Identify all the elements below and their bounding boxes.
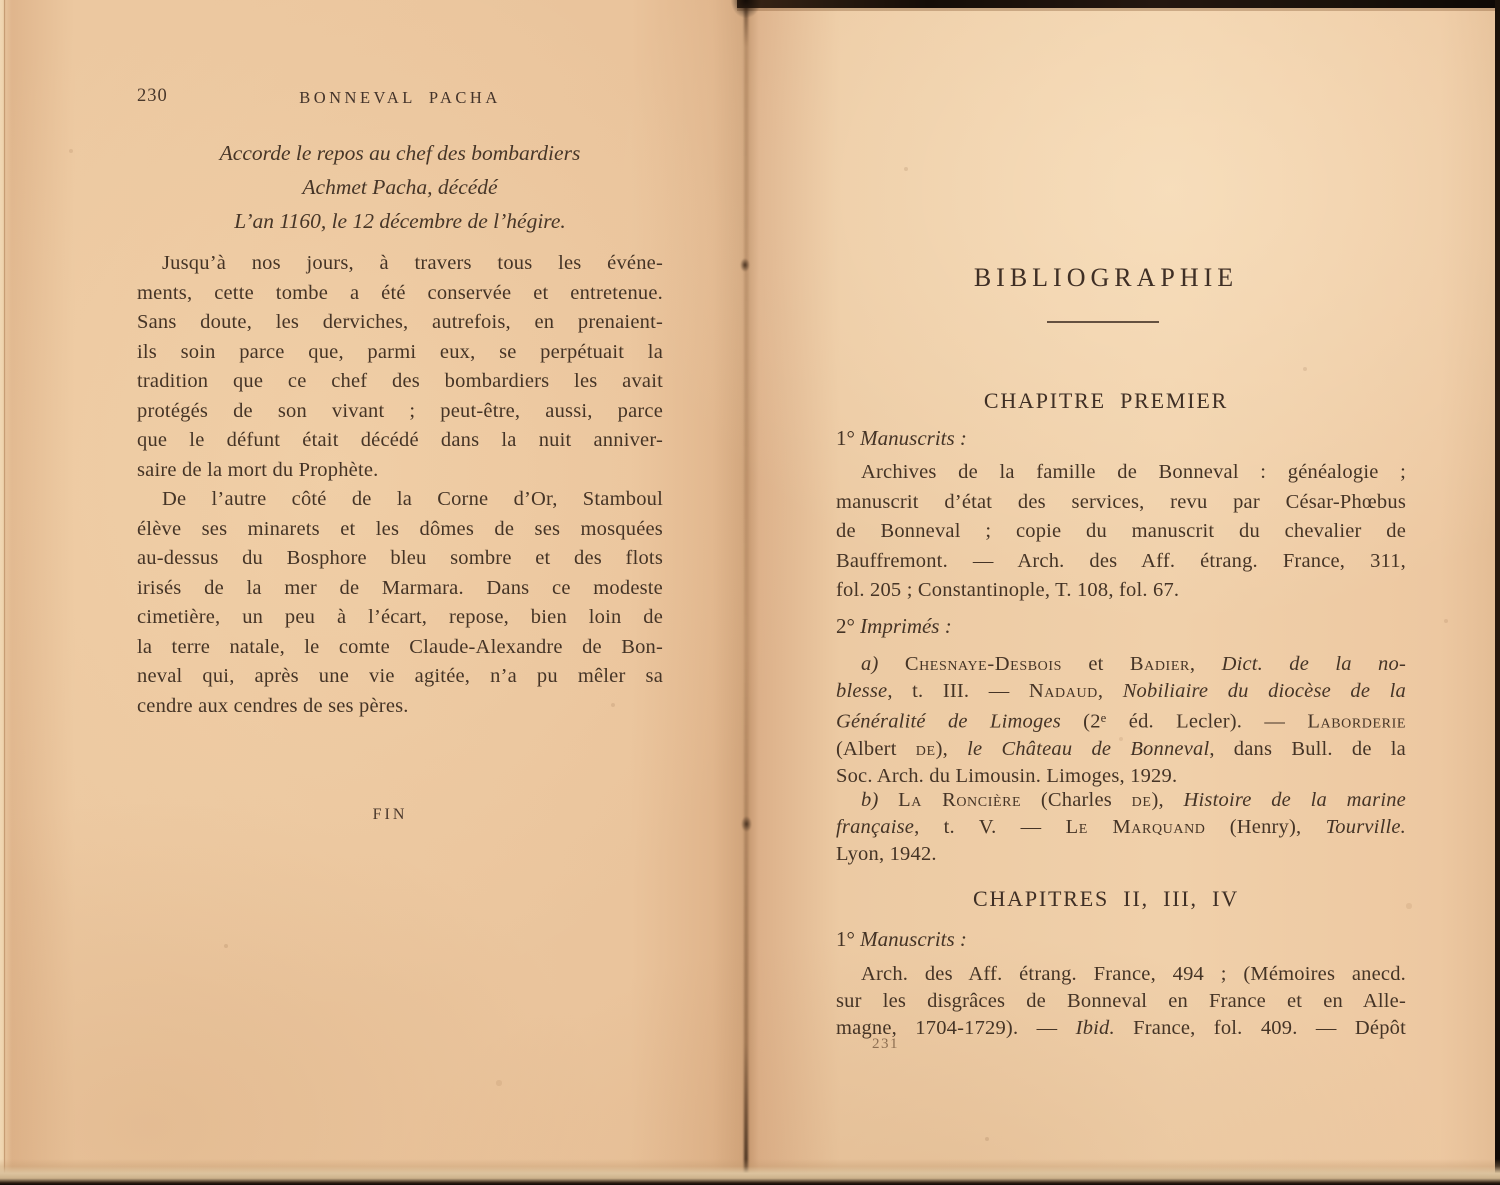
text-segment: 1° bbox=[836, 426, 861, 450]
book-gutter-crease bbox=[744, 0, 748, 1185]
text-segment: ), bbox=[1151, 789, 1184, 811]
text-segment: Histoire de la marine bbox=[1183, 789, 1406, 811]
section-label-manuscrits-1 bbox=[836, 426, 1406, 451]
text-segment: Laborderie bbox=[1307, 710, 1406, 733]
text-line: fol. 205 ; Constantinople, T. 108, fol. 67. bbox=[836, 579, 1180, 601]
text-segment: Chesnaye-Desbois bbox=[904, 653, 1062, 675]
fin-label: FIN bbox=[372, 806, 408, 823]
text-line: manuscrit d’état des services, revu par César-Phœbus bbox=[836, 490, 1406, 513]
book-right-edge bbox=[1495, 0, 1500, 1185]
text-segment: le Château de Bonneval bbox=[967, 737, 1210, 760]
text-segment: 1° bbox=[836, 927, 861, 951]
text-segment: , dans Bull. de la bbox=[1209, 737, 1406, 760]
section-divider bbox=[1047, 321, 1159, 323]
text-segment: (Charles bbox=[1021, 789, 1132, 811]
text-line: Arch. des Aff. étrang. France, 494 ; (Mémoires anecd. bbox=[861, 963, 1406, 985]
epigraph bbox=[137, 136, 663, 238]
text-line: De l’autre côté de la Corne d’Or, Stamboul bbox=[162, 488, 663, 510]
text-segment: ), bbox=[935, 737, 968, 760]
text-segment: (2 bbox=[1060, 710, 1101, 733]
text-line bbox=[836, 736, 1406, 763]
gutter-top-notch bbox=[731, 0, 761, 18]
text-segment: b) bbox=[861, 789, 899, 811]
paper-speckles bbox=[0, 0, 2, 2]
paragraph bbox=[137, 485, 663, 721]
text-line bbox=[836, 814, 1406, 841]
text-segment: , t. III. — bbox=[887, 680, 1029, 702]
text-segment: blesse bbox=[836, 680, 888, 702]
text-segment: La Roncière bbox=[898, 789, 1022, 811]
page-number-left: 230 bbox=[137, 86, 168, 106]
section-label-manuscrits-2 bbox=[836, 927, 1406, 952]
text-segment: Nadaud bbox=[1028, 680, 1098, 702]
text-line: Archives de la famille de Bonneval : généalogie ; bbox=[861, 461, 1406, 483]
text-segment: Imprimés : bbox=[860, 614, 952, 638]
text-segment: Le Marquand bbox=[1065, 816, 1206, 838]
text-line: tradition que ce chef des bombardiers les avait bbox=[137, 370, 663, 392]
text-segment: (Henry), bbox=[1205, 816, 1326, 838]
text-segment: magne, 1704-1729). — bbox=[836, 1017, 1076, 1039]
text-segment: Manuscrits : bbox=[860, 927, 967, 951]
text-line: irisés de la mer de Marmara. Dans ce modeste bbox=[137, 576, 663, 599]
text-segment: a) bbox=[861, 653, 905, 675]
text-line: Jusqu’à nos jours, à travers tous les événe- bbox=[162, 252, 663, 274]
book-top-edge bbox=[737, 0, 1500, 8]
text-segment: et bbox=[1062, 653, 1130, 675]
text-line: Achmet Pacha, décédé bbox=[302, 175, 498, 199]
bibliography-title: BIBLIOGRAPHIE bbox=[973, 263, 1239, 292]
chapter-heading-2-3-4: CHAPITRES II, III, IV bbox=[973, 886, 1239, 911]
text-line: ils soin parce que, parmi eux, se perpétuait la bbox=[137, 340, 663, 363]
text-line: cendre aux cendres de ses pères. bbox=[137, 694, 409, 717]
text-segment: France, fol. 409. — Dépôt bbox=[1114, 1017, 1406, 1039]
gutter-speck bbox=[740, 258, 750, 272]
text-line bbox=[836, 651, 1406, 678]
text-line: ments, cette tombe a été conservée et entretenue. bbox=[137, 281, 663, 304]
page-number-right: 231 bbox=[872, 1036, 899, 1052]
running-title: BONNEVAL PACHA bbox=[299, 88, 501, 107]
bibliography-paragraph bbox=[836, 961, 1406, 1042]
text-line: que le défunt était décédé dans la nuit anniver- bbox=[137, 429, 663, 451]
text-segment: 2° bbox=[836, 614, 861, 638]
text-line: Bauffremont. — Arch. des Aff. étrang. France, 311, bbox=[836, 549, 1406, 572]
text-line: neval qui, après une vie agitée, n’a pu mêler sa bbox=[137, 665, 663, 687]
text-segment: française bbox=[836, 816, 915, 838]
left-page-edge bbox=[0, 0, 12, 1185]
bibliography-paragraph bbox=[836, 787, 1406, 868]
text-segment: , bbox=[1097, 680, 1123, 702]
text-line bbox=[836, 787, 1406, 814]
text-segment: de bbox=[915, 737, 936, 760]
text-segment: Manuscrits : bbox=[860, 426, 967, 450]
text-segment: e bbox=[1100, 711, 1107, 725]
text-line: L’an 1160, le 12 décembre de l’hégire. bbox=[234, 209, 566, 233]
text-segment: Nobiliaire du diocèse de la bbox=[1122, 680, 1407, 702]
section-label-imprimes bbox=[836, 614, 1406, 639]
paragraph bbox=[137, 249, 663, 485]
text-segment: (Albert bbox=[836, 737, 916, 760]
text-line bbox=[836, 705, 1406, 736]
text-line: Sans doute, les derviches, autrefois, en prenaient- bbox=[137, 311, 663, 333]
text-segment: Tourville. bbox=[1325, 816, 1406, 838]
text-line: protégés de son vivant ; peut-être, aussi, parce bbox=[137, 399, 663, 422]
text-segment: Ibid. bbox=[1075, 1017, 1115, 1039]
bibliography-paragraph bbox=[836, 458, 1406, 606]
text-segment: Badier bbox=[1129, 653, 1190, 675]
text-line: Lyon, 1942. bbox=[836, 843, 937, 865]
left-page-body bbox=[137, 249, 663, 721]
text-segment: éd. Lecler). — bbox=[1106, 710, 1308, 733]
text-line: la terre natale, le comte Claude-Alexandre de Bon- bbox=[137, 635, 663, 658]
text-segment: Généralité de Limoges bbox=[836, 710, 1061, 733]
text-segment: Dict. de la no- bbox=[1221, 653, 1406, 675]
text-line bbox=[836, 1015, 1406, 1042]
chapter-heading-premier: CHAPITRE PREMIER bbox=[983, 388, 1229, 413]
gutter-speck bbox=[741, 816, 752, 832]
book-top-edge-shadow bbox=[737, 8, 1500, 11]
text-line: sur les disgrâces de Bonneval en France et en Alle- bbox=[836, 990, 1406, 1012]
text-line: saire de la mort du Prophète. bbox=[137, 458, 379, 481]
text-segment: , bbox=[1189, 653, 1222, 675]
page-header bbox=[137, 86, 663, 110]
text-line bbox=[836, 678, 1406, 705]
book-bottom-edge bbox=[0, 1159, 1500, 1185]
text-line: au-dessus du Bosphore bleu sombre et des flots bbox=[137, 547, 663, 569]
text-line: élève ses minarets et les dômes de ses mosquées bbox=[137, 517, 663, 540]
text-line: cimetière, un peu à l’écart, repose, bien loin de bbox=[137, 606, 663, 628]
text-segment: , t. V. — bbox=[914, 816, 1066, 838]
text-line: Accorde le repos au chef des bombardiers bbox=[219, 141, 581, 165]
bibliography-paragraph bbox=[836, 651, 1406, 790]
text-segment: de bbox=[1131, 789, 1152, 811]
text-line: de Bonneval ; copie du manuscrit du chevalier de bbox=[836, 520, 1406, 542]
text-line: Soc. Arch. du Limousin. Limoges, 1929. bbox=[836, 764, 1178, 787]
